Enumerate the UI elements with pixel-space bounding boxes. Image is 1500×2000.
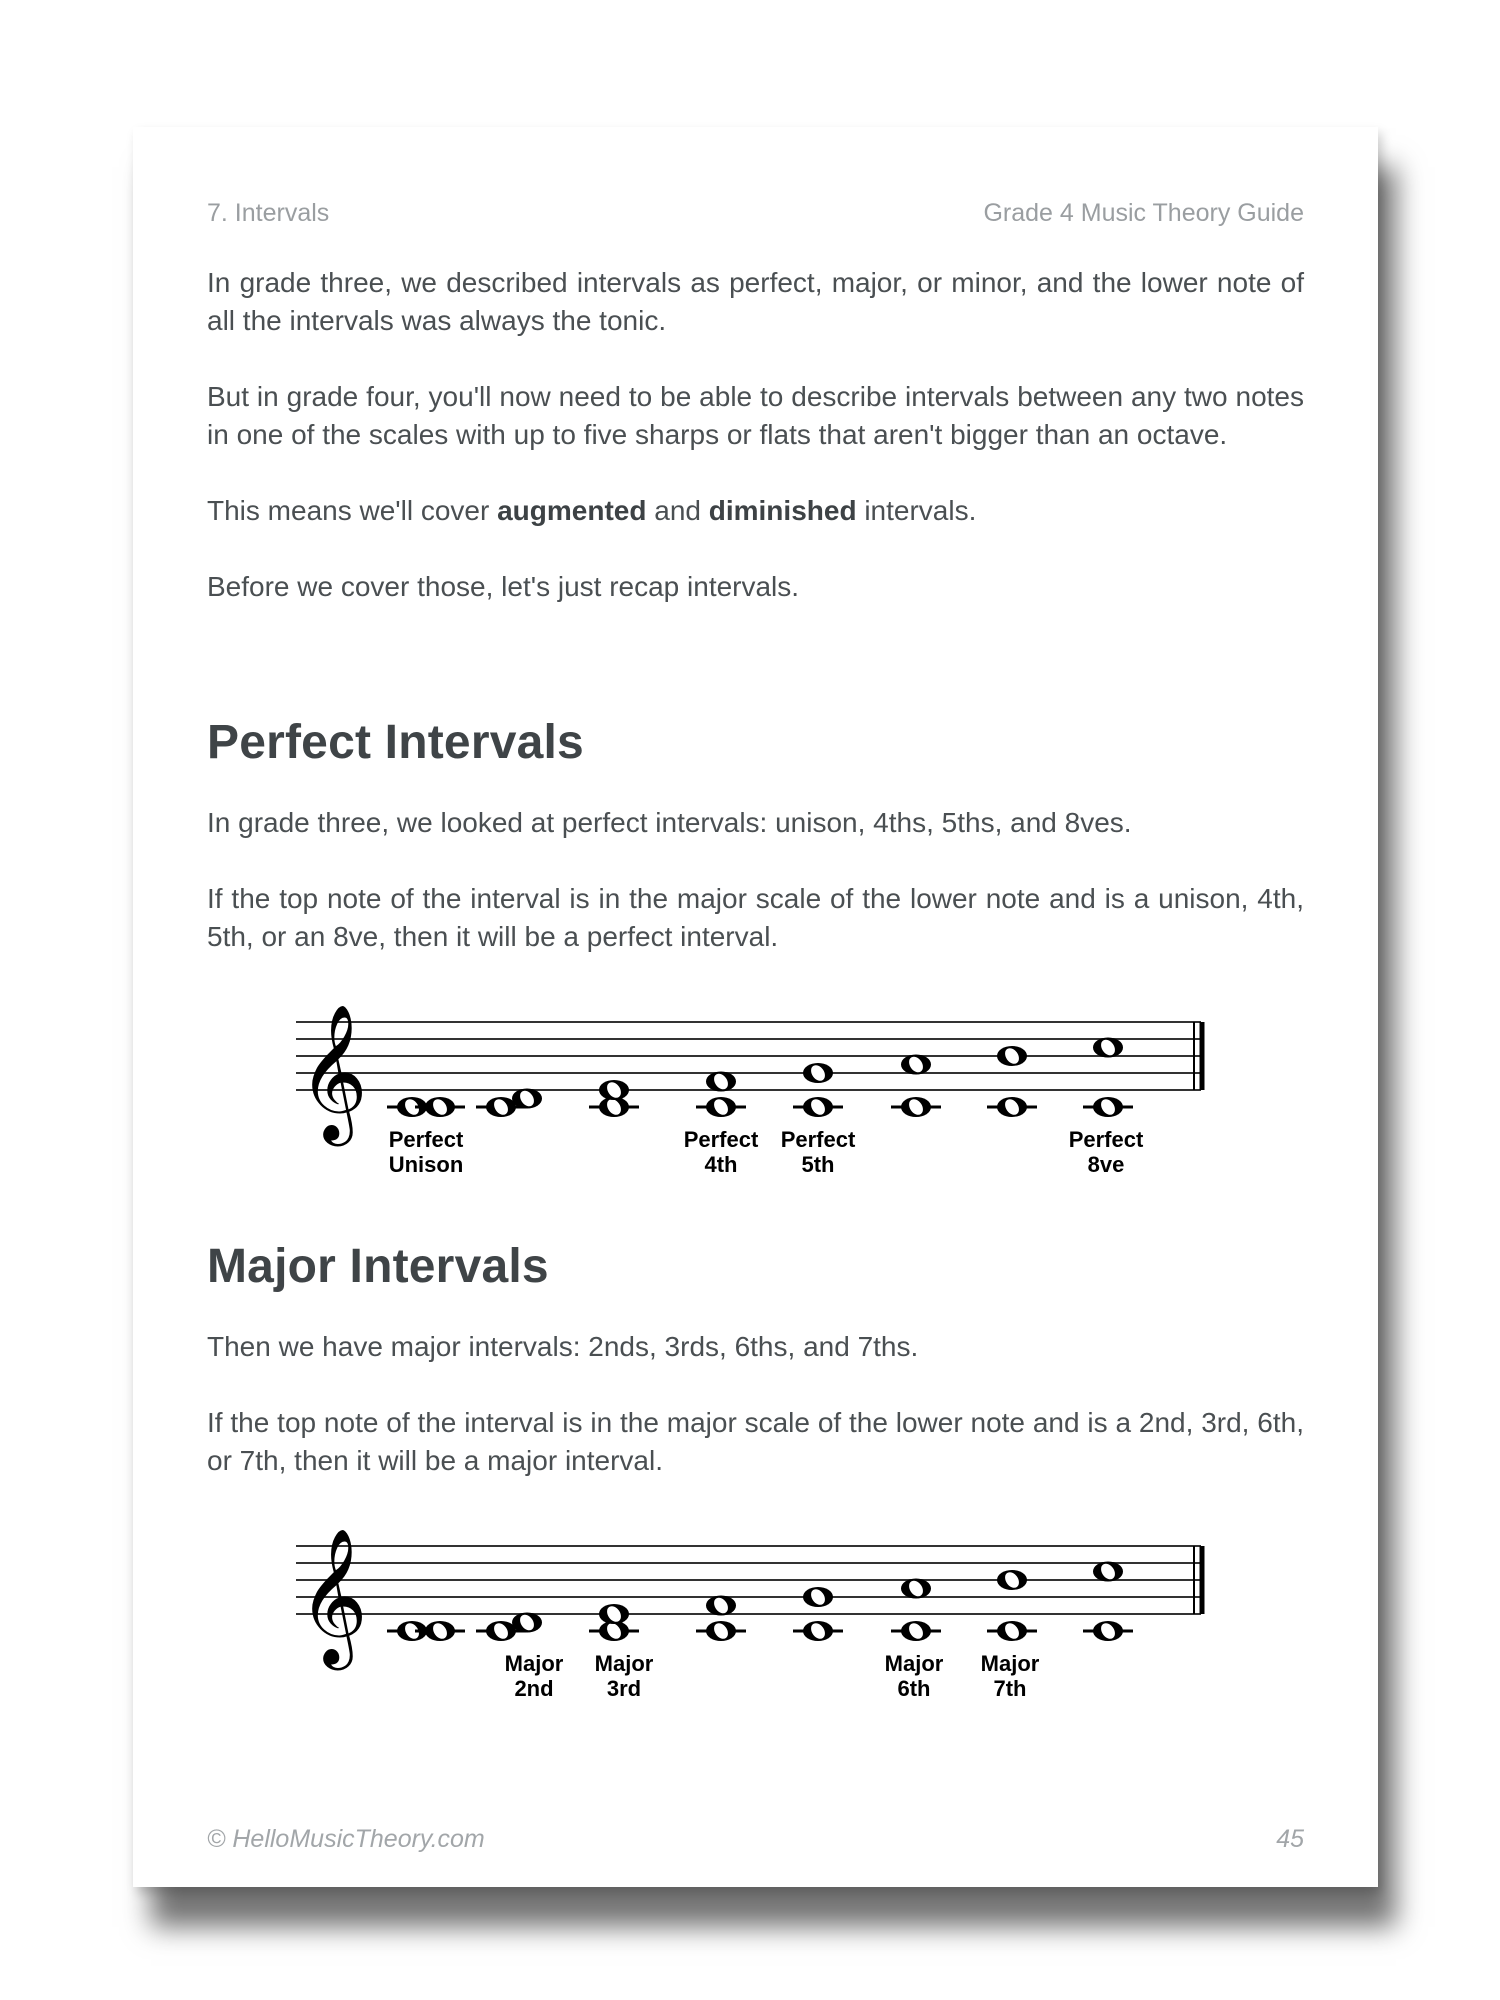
note [891, 1621, 941, 1642]
label-perfect-4th: Perfect 4th [683, 1127, 759, 1177]
major-paragraph-1: Then we have major intervals: 2nds, 3rds, 6ths, and 7ths. [207, 1331, 919, 1362]
major-intervals-text [207, 1328, 1304, 1518]
note [901, 1578, 931, 1599]
note [696, 1097, 746, 1118]
page-number: 45 [1276, 1825, 1304, 1853]
note [415, 1097, 465, 1118]
label-major-2nd: Major 2nd [504, 1651, 564, 1701]
major-intervals-heading: Major Intervals [207, 1240, 549, 1293]
note [696, 1621, 746, 1642]
note [599, 1080, 629, 1101]
perfect-intervals-text [207, 804, 1304, 994]
note [706, 1071, 736, 1092]
label-perfect-5th: Perfect 5th [780, 1127, 856, 1177]
note [599, 1604, 629, 1625]
chapter-title: 7. Intervals [207, 199, 330, 227]
page-footer [207, 1825, 1304, 1854]
music-staff-perfect [296, 995, 1216, 1145]
note [1083, 1097, 1133, 1118]
perfect-intervals-section [207, 715, 1304, 770]
note [793, 1097, 843, 1118]
perfect-paragraph-2: If the top note of the interval is in the major scale of the lower note and is a unison, 4th, 5th, or an 8ve, then it will be a perfect interval. [207, 883, 1304, 952]
intro-section [207, 264, 1304, 644]
perfect-paragraph-1: In grade three, we looked at perfect intervals: unison, 4ths, 5ths, and 8ves. [207, 807, 1132, 838]
book-title: Grade 4 Music Theory Guide [983, 199, 1304, 227]
augmented-term: augmented [497, 495, 647, 526]
label-perfect-unison: Perfect Unison [388, 1127, 464, 1177]
intro-paragraph-2: But in grade four, you'll now need to be able to describe intervals between any two notes in one of the scales with up to five sharps or flats that aren't bigger than an octave. [207, 381, 1304, 450]
label-major-7th: Major 7th [980, 1651, 1040, 1701]
note [997, 1046, 1027, 1067]
label-major-6th: Major 6th [884, 1651, 944, 1701]
treble-clef-icon: 𝄞 [298, 1526, 368, 1664]
label-perfect-8ve: Perfect 8ve [1068, 1127, 1144, 1177]
note [415, 1621, 465, 1642]
note [1083, 1621, 1133, 1642]
note [706, 1595, 736, 1616]
note [803, 1063, 833, 1084]
major-paragraph-2: If the top note of the interval is in the major scale of the lower note and is a 2nd, 3rd, 6th, or 7th, then it will be a major interval. [207, 1407, 1304, 1476]
running-header [207, 199, 1304, 228]
note [901, 1054, 931, 1075]
diminished-term: diminished [708, 495, 857, 526]
major-intervals-section [207, 1239, 1304, 1294]
note [1093, 1561, 1123, 1582]
perfect-intervals-staff [296, 995, 1216, 1205]
note [793, 1621, 843, 1642]
intro-paragraph-4: Before we cover those, let's just recap intervals. [207, 571, 800, 602]
treble-clef-icon: 𝄞 [298, 1002, 368, 1140]
note [891, 1097, 941, 1118]
music-staff-major [296, 1519, 1216, 1669]
intro-paragraph-3: This means we'll cover augmented and diminished intervals. [207, 495, 977, 526]
note [987, 1097, 1037, 1118]
note [997, 1570, 1027, 1591]
note [1093, 1037, 1123, 1058]
major-intervals-staff [296, 1519, 1216, 1729]
document-page [133, 127, 1378, 1887]
label-major-3rd: Major 3rd [594, 1651, 654, 1701]
copyright-text: © HelloMusicTheory.com [207, 1825, 485, 1853]
intro-paragraph-1: In grade three, we described intervals as perfect, major, or minor, and the lower note of all the intervals was always the tonic. [207, 267, 1304, 336]
note [803, 1587, 833, 1608]
note [987, 1621, 1037, 1642]
perfect-intervals-heading: Perfect Intervals [207, 716, 584, 769]
